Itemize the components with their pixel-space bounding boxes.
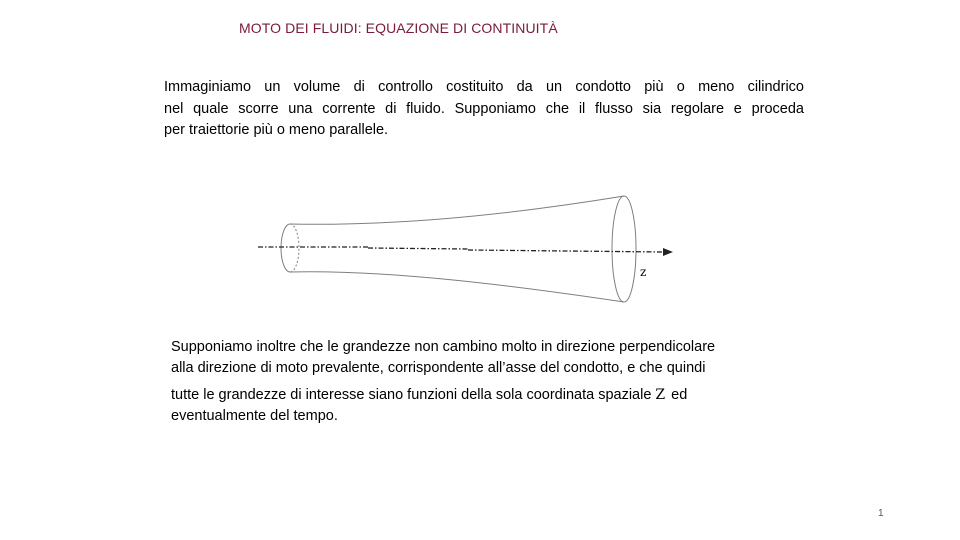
conduit-bottom-edge [290, 272, 624, 302]
flow-axis-line [368, 248, 468, 249]
flow-axis-line [468, 250, 664, 252]
axis-label-z: z [640, 265, 647, 279]
conduit-top-edge [290, 196, 624, 224]
paragraph2-line-3 [171, 385, 801, 406]
assumption-paragraph [171, 337, 801, 427]
flow-axis-arrowhead [663, 248, 673, 256]
paragraph2-line-1: Supponiamo inoltre che le grandezze non cambino molto in direzione perpendicolare [171, 339, 716, 355]
intro-line-2: nel quale scorre una corrente di fluido. Supponiamo che il flusso sia regolare e proceda [164, 100, 804, 117]
page-number: 1 [878, 508, 884, 519]
coordinate-z-symbol: Z [655, 387, 666, 403]
intro-line-1: Immaginiamo un volume di controllo costituito da un condotto più o meno cilindrico [164, 79, 804, 95]
paragraph2-line-2: alla direzione di moto prevalente, corrispondente all’asse del condotto, e che quindi [171, 360, 706, 376]
intro-line-3: per traiettorie più o meno parallele. [164, 122, 389, 138]
outlet-section [612, 196, 636, 302]
paragraph2-line-3-text: tutte le grandezze di interesse siano funzioni della sola coordinata spaziale [171, 387, 652, 403]
inlet-section-front [290, 224, 299, 272]
paragraph2-line-4: eventualmente del tempo. [171, 408, 338, 424]
paragraph2-line-3-end: ed [671, 387, 688, 403]
slide-title: MOTO DEI FLUIDI: EQUAZIONE DI CONTINUITÀ [239, 20, 558, 36]
inlet-section-back [281, 224, 290, 272]
